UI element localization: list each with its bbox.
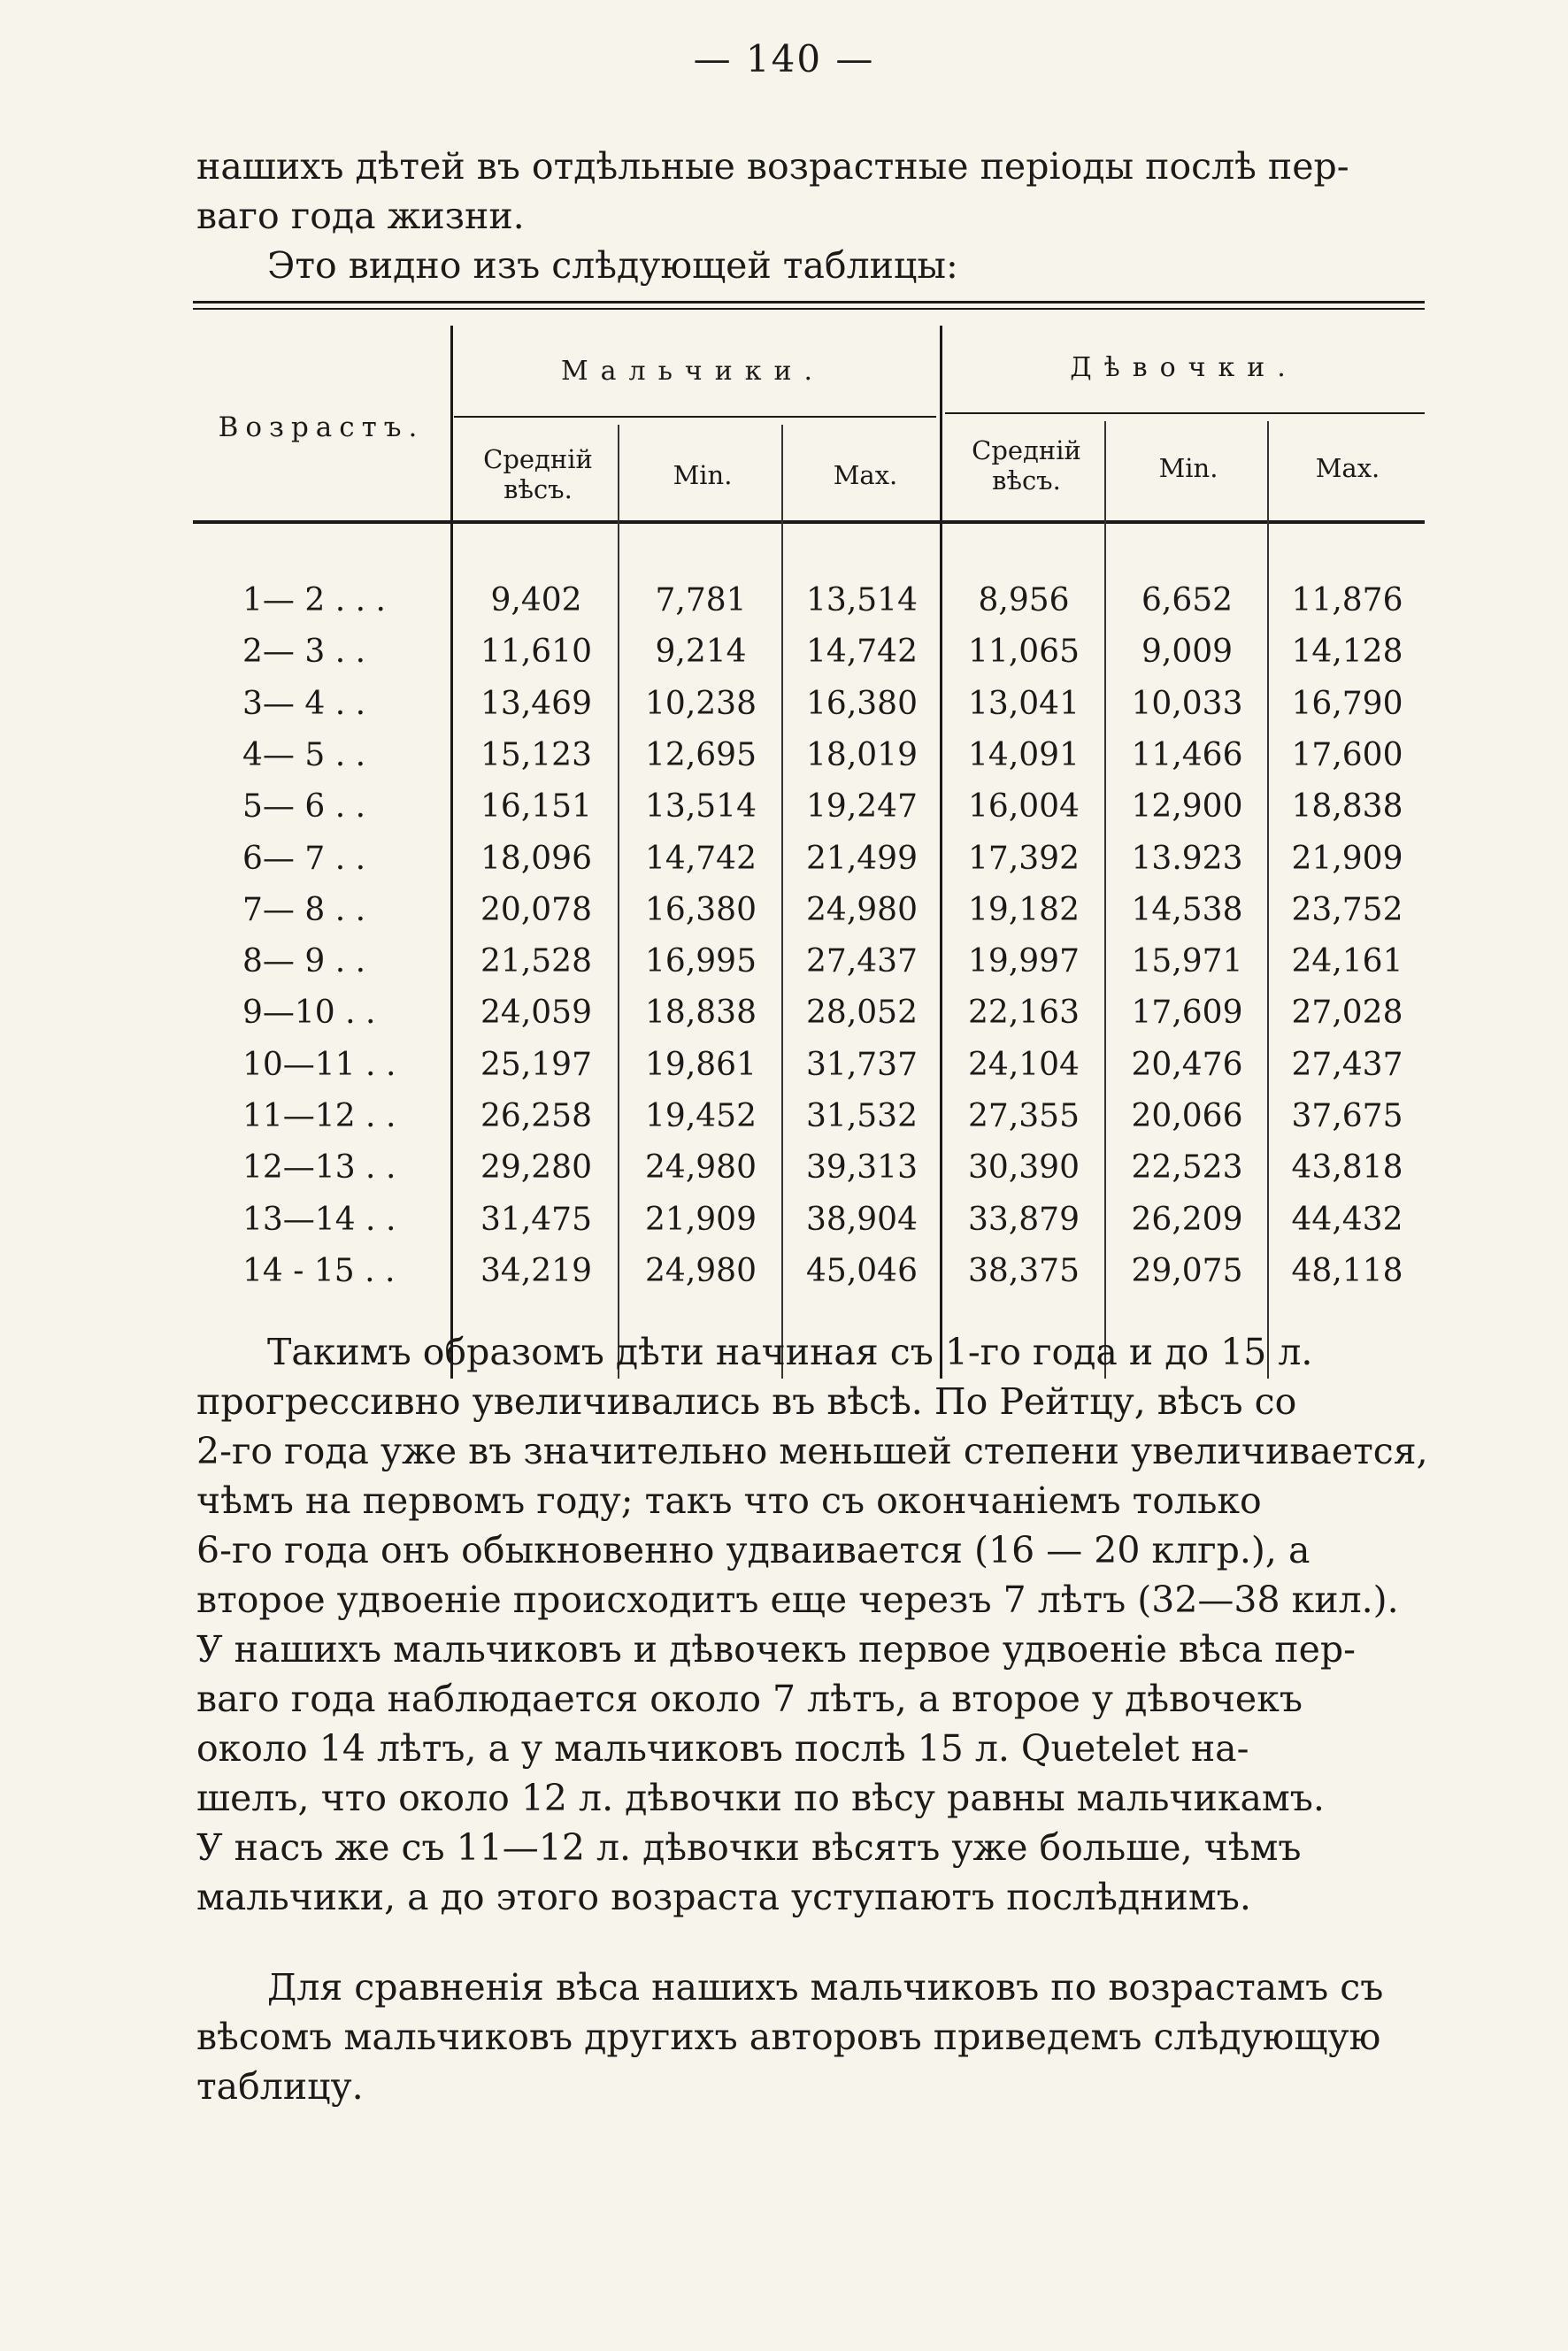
table-cell-b-min: 13,514 bbox=[645, 788, 757, 826]
table-lead: Это видно изъ слѣдующей таблицы: bbox=[267, 244, 958, 287]
table-cell-b-max: 38,904 bbox=[806, 1201, 918, 1238]
table-cell-g-avg: 33,879 bbox=[968, 1201, 1080, 1238]
table-cell-g-avg: 14,091 bbox=[968, 736, 1080, 773]
paragraph-line: Такимъ образомъ дѣти начиная съ 1-го года и до 15 л. bbox=[267, 1331, 1313, 1373]
table-row bbox=[193, 1246, 1425, 1297]
paragraph-line: чѣмъ на первомъ году; такъ что съ окончаніемъ только bbox=[196, 1479, 1262, 1522]
table-cell-b-max: 45,046 bbox=[806, 1252, 918, 1289]
table-cell-b-avg: 26,258 bbox=[480, 1098, 592, 1134]
table-cell-g-avg: 27,355 bbox=[968, 1098, 1080, 1134]
table-cell-g-avg: 22,163 bbox=[968, 995, 1080, 1032]
table-cell-g-min: 26,209 bbox=[1131, 1201, 1243, 1238]
table-cell-g-min: 10,033 bbox=[1131, 685, 1243, 722]
girls-sub-rule bbox=[945, 412, 1425, 414]
table-cell-b-max: 18,019 bbox=[806, 736, 918, 773]
paragraph-line: вѣсомъ мальчиковъ другихъ авторовъ приведемъ слѣдующую bbox=[196, 2016, 1381, 2058]
paragraph-line: Для сравненія вѣса нашихъ мальчиковъ по возрастамъ съ bbox=[267, 1966, 1384, 2009]
table-cell-age: 7— 8 . . bbox=[242, 891, 366, 928]
table-cell-g-avg: 19,997 bbox=[968, 943, 1080, 980]
table-cell-age: 6— 7 . . bbox=[242, 840, 366, 877]
table-cell-b-avg: 15,123 bbox=[480, 736, 592, 773]
paragraph-line: ваго года наблюдается около 7 лѣтъ, а второе у дѣвочекъ bbox=[196, 1678, 1303, 1720]
table-top-rule bbox=[193, 301, 1425, 303]
table-cell-b-min: 16,995 bbox=[645, 943, 757, 980]
table-cell-g-max: 44,432 bbox=[1291, 1201, 1403, 1238]
table-cell-b-min: 9,214 bbox=[655, 634, 747, 671]
table-cell-b-min: 19,861 bbox=[645, 1046, 757, 1083]
paragraph-line: таблицу. bbox=[196, 2065, 364, 2108]
table-cell-g-max: 24,161 bbox=[1291, 943, 1403, 980]
table-cell-b-avg: 34,219 bbox=[480, 1252, 592, 1289]
table-row bbox=[193, 936, 1425, 987]
table-cell-b-min: 16,380 bbox=[645, 891, 757, 928]
paragraph-1 bbox=[196, 1327, 1435, 1922]
table-cell-b-avg: 18,096 bbox=[480, 840, 592, 877]
table-cell-g-avg: 8,956 bbox=[978, 582, 1070, 618]
intro-line: ваго года жизни. bbox=[196, 195, 525, 237]
table-cell-age: 14 - 15 . . bbox=[242, 1252, 396, 1289]
intro-paragraph bbox=[196, 142, 1435, 290]
paragraph-line: второе удвоеніе происходитъ еще черезъ 7 лѣтъ (32—38 кил.). bbox=[196, 1579, 1399, 1621]
table-cell-g-min: 15,971 bbox=[1131, 943, 1243, 980]
page-number: — 140 — bbox=[693, 37, 875, 81]
girls-header: Дѣвочки. bbox=[1070, 352, 1298, 383]
table-cell-age: 2— 3 . . bbox=[242, 634, 366, 671]
intro-line: нашихъ дѣтей въ отдѣльные возрастные періоды послѣ пер- bbox=[196, 145, 1349, 188]
table-cell-b-max: 16,380 bbox=[806, 685, 918, 722]
table-cell-g-max: 21,909 bbox=[1291, 840, 1403, 877]
girls-min-header: Min. bbox=[1158, 453, 1218, 483]
paragraph-line: прогрессивно увеличивались въ вѣсѣ. По Рейтцу, вѣсъ со bbox=[196, 1380, 1297, 1423]
paragraph-2 bbox=[196, 1963, 1435, 2111]
table-cell-b-min: 7,781 bbox=[655, 582, 747, 618]
table-cell-b-min: 10,238 bbox=[645, 685, 757, 722]
table-cell-g-min: 17,609 bbox=[1131, 995, 1243, 1032]
table-cell-age: 3— 4 . . bbox=[242, 685, 366, 722]
table-cell-b-avg: 21,528 bbox=[480, 943, 592, 980]
table-cell-b-max: 13,514 bbox=[806, 582, 918, 618]
table-row bbox=[193, 834, 1425, 885]
table-cell-g-max: 27,028 bbox=[1291, 995, 1403, 1032]
table-cell-g-avg: 11,065 bbox=[968, 634, 1080, 671]
table-row bbox=[193, 987, 1425, 1039]
paragraph-line: около 14 лѣтъ, а у мальчиковъ послѣ 15 л. Quetelet на- bbox=[196, 1727, 1249, 1770]
table-cell-b-avg: 16,151 bbox=[480, 788, 592, 826]
table-row bbox=[193, 1040, 1425, 1091]
table-cell-g-min: 9,009 bbox=[1141, 634, 1234, 671]
table-cell-b-min: 24,980 bbox=[645, 1149, 757, 1187]
table-cell-g-min: 6,652 bbox=[1141, 582, 1234, 618]
table-cell-g-avg: 16,004 bbox=[968, 788, 1080, 826]
table-cell-age: 13—14 . . bbox=[242, 1201, 396, 1238]
table-row bbox=[193, 1142, 1425, 1194]
table-cell-b-min: 21,909 bbox=[645, 1201, 757, 1238]
table-cell-b-avg: 29,280 bbox=[480, 1149, 592, 1187]
table-cell-age: 9—10 . . bbox=[242, 995, 376, 1032]
table-row bbox=[193, 1195, 1425, 1246]
paragraph-line: У насъ же съ 11—12 л. дѣвочки вѣсятъ уже больше, чѣмъ bbox=[196, 1826, 1302, 1869]
table-cell-g-max: 37,675 bbox=[1291, 1098, 1403, 1134]
table-cell-g-avg: 30,390 bbox=[968, 1149, 1080, 1187]
table-cell-b-min: 18,838 bbox=[645, 995, 757, 1032]
table-cell-b-avg: 31,475 bbox=[480, 1201, 592, 1238]
table-cell-g-max: 23,752 bbox=[1291, 891, 1403, 928]
table-cell-g-min: 29,075 bbox=[1131, 1252, 1243, 1289]
table-cell-g-max: 48,118 bbox=[1291, 1252, 1403, 1289]
table-cell-b-max: 28,052 bbox=[806, 995, 918, 1032]
table-row bbox=[193, 575, 1425, 626]
table-cell-age: 11—12 . . bbox=[242, 1098, 396, 1134]
table-cell-g-min: 20,476 bbox=[1131, 1046, 1243, 1083]
table-cell-b-max: 14,742 bbox=[806, 634, 918, 671]
boys-max-header: Max. bbox=[833, 460, 898, 490]
table-cell-g-avg: 13,041 bbox=[968, 685, 1080, 722]
table-cell-b-min: 12,695 bbox=[645, 736, 757, 773]
boys-avg-header: Средній вѣсъ. bbox=[483, 444, 593, 504]
table-cell-age: 10—11 . . bbox=[242, 1046, 396, 1083]
table-cell-b-max: 31,532 bbox=[806, 1098, 918, 1134]
boys-sub-rule bbox=[454, 416, 936, 418]
paragraph-line: 6-го года онъ обыкновенно удваивается (16 — 20 клгр.), а bbox=[196, 1529, 1311, 1571]
table-cell-g-max: 17,600 bbox=[1291, 736, 1403, 773]
table-cell-g-min: 11,466 bbox=[1131, 736, 1243, 773]
table-cell-b-avg: 24,059 bbox=[480, 995, 592, 1032]
table-row bbox=[193, 1091, 1425, 1142]
table-cell-b-min: 24,980 bbox=[645, 1252, 757, 1289]
table-cell-g-max: 11,876 bbox=[1291, 582, 1403, 618]
table-cell-g-avg: 38,375 bbox=[968, 1252, 1080, 1289]
age-header: Возрастъ. bbox=[218, 411, 425, 443]
table-cell-b-avg: 9,402 bbox=[490, 582, 582, 618]
table-cell-b-max: 21,499 bbox=[806, 840, 918, 877]
table-top-rule-2 bbox=[193, 308, 1425, 310]
table-cell-b-avg: 13,469 bbox=[480, 685, 592, 722]
paragraph-line: мальчики, а до этого возраста уступаютъ послѣднимъ. bbox=[196, 1876, 1251, 1918]
boys-header: Мальчики. bbox=[560, 356, 826, 387]
table-row bbox=[193, 885, 1425, 936]
table-cell-g-max: 18,838 bbox=[1291, 788, 1403, 826]
girls-max-header: Max. bbox=[1315, 453, 1380, 483]
table-cell-g-min: 12,900 bbox=[1131, 788, 1243, 826]
table-cell-g-avg: 19,182 bbox=[968, 891, 1080, 928]
table-cell-b-max: 39,313 bbox=[806, 1149, 918, 1187]
table-cell-b-avg: 20,078 bbox=[480, 891, 592, 928]
table-row bbox=[193, 679, 1425, 730]
paragraph-line: 2-го года уже въ значительно меньшей степени увеличивается, bbox=[196, 1430, 1428, 1472]
table-cell-b-min: 19,452 bbox=[645, 1098, 757, 1134]
table-row bbox=[193, 781, 1425, 833]
table-cell-b-avg: 11,610 bbox=[480, 634, 592, 671]
table-cell-age: 4— 5 . . bbox=[242, 736, 366, 773]
girls-avg-header: Средній вѣсъ. bbox=[972, 435, 1081, 496]
table-cell-g-max: 14,128 bbox=[1291, 634, 1403, 671]
table-cell-b-max: 31,737 bbox=[806, 1046, 918, 1083]
table-cell-age: 12—13 . . bbox=[242, 1149, 396, 1187]
table-cell-age: 5— 6 . . bbox=[242, 788, 366, 826]
boys-min-header: Min. bbox=[673, 460, 733, 490]
table-cell-age: 8— 9 . . bbox=[242, 943, 366, 980]
table-cell-b-min: 14,742 bbox=[645, 840, 757, 877]
table-cell-b-avg: 25,197 bbox=[480, 1046, 592, 1083]
table-cell-g-min: 13.923 bbox=[1131, 840, 1243, 877]
header-bottom-rule bbox=[193, 520, 1425, 524]
paragraph-line: У нашихъ мальчиковъ и дѣвочекъ первое удвоеніе вѣса пер- bbox=[196, 1628, 1356, 1671]
table-row bbox=[193, 730, 1425, 781]
table-cell-g-min: 22,523 bbox=[1131, 1149, 1243, 1187]
table-cell-age: 1— 2 . . . bbox=[242, 582, 386, 618]
table-cell-b-max: 19,247 bbox=[806, 788, 918, 826]
table-cell-g-avg: 24,104 bbox=[968, 1046, 1080, 1083]
table-row bbox=[193, 626, 1425, 678]
table-cell-g-avg: 17,392 bbox=[968, 840, 1080, 877]
table-cell-g-max: 43,818 bbox=[1291, 1149, 1403, 1187]
paragraph-line: шелъ, что около 12 л. дѣвочки по вѣсу равны мальчикамъ. bbox=[196, 1777, 1325, 1819]
table-cell-g-max: 16,790 bbox=[1291, 685, 1403, 722]
table-cell-g-min: 20,066 bbox=[1131, 1098, 1243, 1134]
table-cell-b-max: 24,980 bbox=[806, 891, 918, 928]
table-cell-g-max: 27,437 bbox=[1291, 1046, 1403, 1083]
table-cell-b-max: 27,437 bbox=[806, 943, 918, 980]
table-cell-g-min: 14,538 bbox=[1131, 891, 1243, 928]
